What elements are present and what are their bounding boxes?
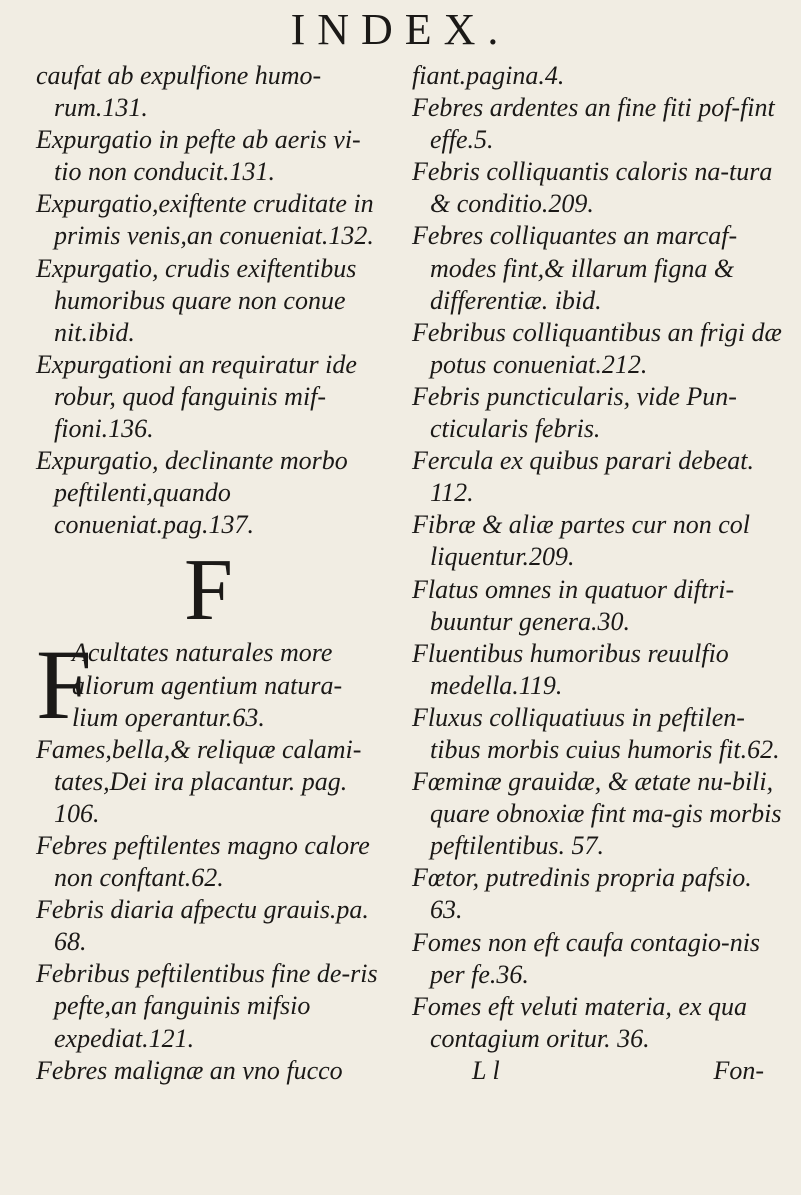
dropcap-entry-text: Acultates naturales more aliorum agentium natura-lium operantur.63. [72, 638, 343, 732]
index-entry: Expurgatio in pefte ab aeris vi-tio non conducit.131. [36, 125, 361, 187]
index-entry: Febris colliquantis caloris na-tura & conditio.209. [412, 157, 773, 219]
index-entry: Fames,bella,& reliquæ calami-tates,Dei ira placantur. pag. 106. [36, 734, 362, 828]
catchword: Fon- [713, 1055, 764, 1085]
index-entry: Expurgatio,exiftente cruditate in primis venis,an conueniat.132. [36, 189, 374, 251]
index-entry: Febris puncticularis, vide Pun-cticularis febris. [412, 381, 737, 444]
index-entry: Febres colliquantes an marcaf-modes fint,& illarum figna & differentiæ. ibid. [412, 221, 738, 315]
index-entry: Expurgatio, declinante morbo peftilenti,quando conueniat.pag.137. [36, 446, 348, 540]
index-entry: Fomes eft veluti materia, ex qua contagium oritur. 36. [412, 991, 748, 1053]
index-entry: Expurgationi an requiratur ide robur, quod fanguinis mif-fioni.136. [36, 349, 357, 444]
section-letter: F [184, 542, 233, 640]
index-entry: Fercula ex quibus parari debeat. 112. [412, 446, 755, 508]
index-entry: Expurgatio, crudis exiftentibus humoribus quare non conue nit.ibid. [36, 253, 357, 347]
index-entry: Fluentibus humoribus reuulfio medella.119. [412, 638, 729, 700]
index-entry: Flatus omnes in quatuor diftri-buuntur genera.30. [412, 574, 735, 636]
page-header: INDEX. [290, 5, 511, 54]
index-entry: Fœminæ grauidæ, & ætate nu-bili, quare obnoxiæ fint ma-gis morbis peftilentibus. 57. [412, 767, 782, 861]
index-entry: Febris diaria afpectu grauis.pa. 68. [36, 895, 369, 957]
index-entry: Fomes non eft caufa contagio-nis per fe.36. [412, 927, 761, 989]
index-entry: Febres malignæ an vno fucco [36, 1055, 343, 1085]
index-entry: fiant.pagina.4. [412, 61, 565, 90]
index-entry: Fluxus colliquatiuus in peftilen-tibus morbis cuius humoris fit.62. [412, 702, 780, 764]
signature-mark: L l [472, 1055, 500, 1085]
index-entry: Fibræ & aliæ partes cur non col liquentur.209. [412, 510, 750, 572]
index-entry-dropcap [36, 629, 381, 741]
index-entry: Fœtor, putredinis propria pafsio. 63. [412, 863, 752, 925]
drop-cap: F [36, 629, 92, 741]
left-column [36, 60, 381, 1087]
index-entry: Febres peftilentes magno calore non conftant.62. [36, 830, 370, 893]
right-column [412, 60, 784, 1087]
index-entry: Febribus colliquantibus an frigi dæ potus conueniat.212. [412, 317, 782, 379]
index-entry: Febribus peftilentibus fine de-ris pefte,an fanguinis mifsio expediat.121. [36, 959, 378, 1053]
catchword-line [412, 1055, 784, 1087]
index-entry: Febres ardentes an fine fiti pof-fint effe.5. [412, 93, 775, 155]
index-entry: caufat ab expulfione humo-rum.131. [36, 61, 322, 123]
